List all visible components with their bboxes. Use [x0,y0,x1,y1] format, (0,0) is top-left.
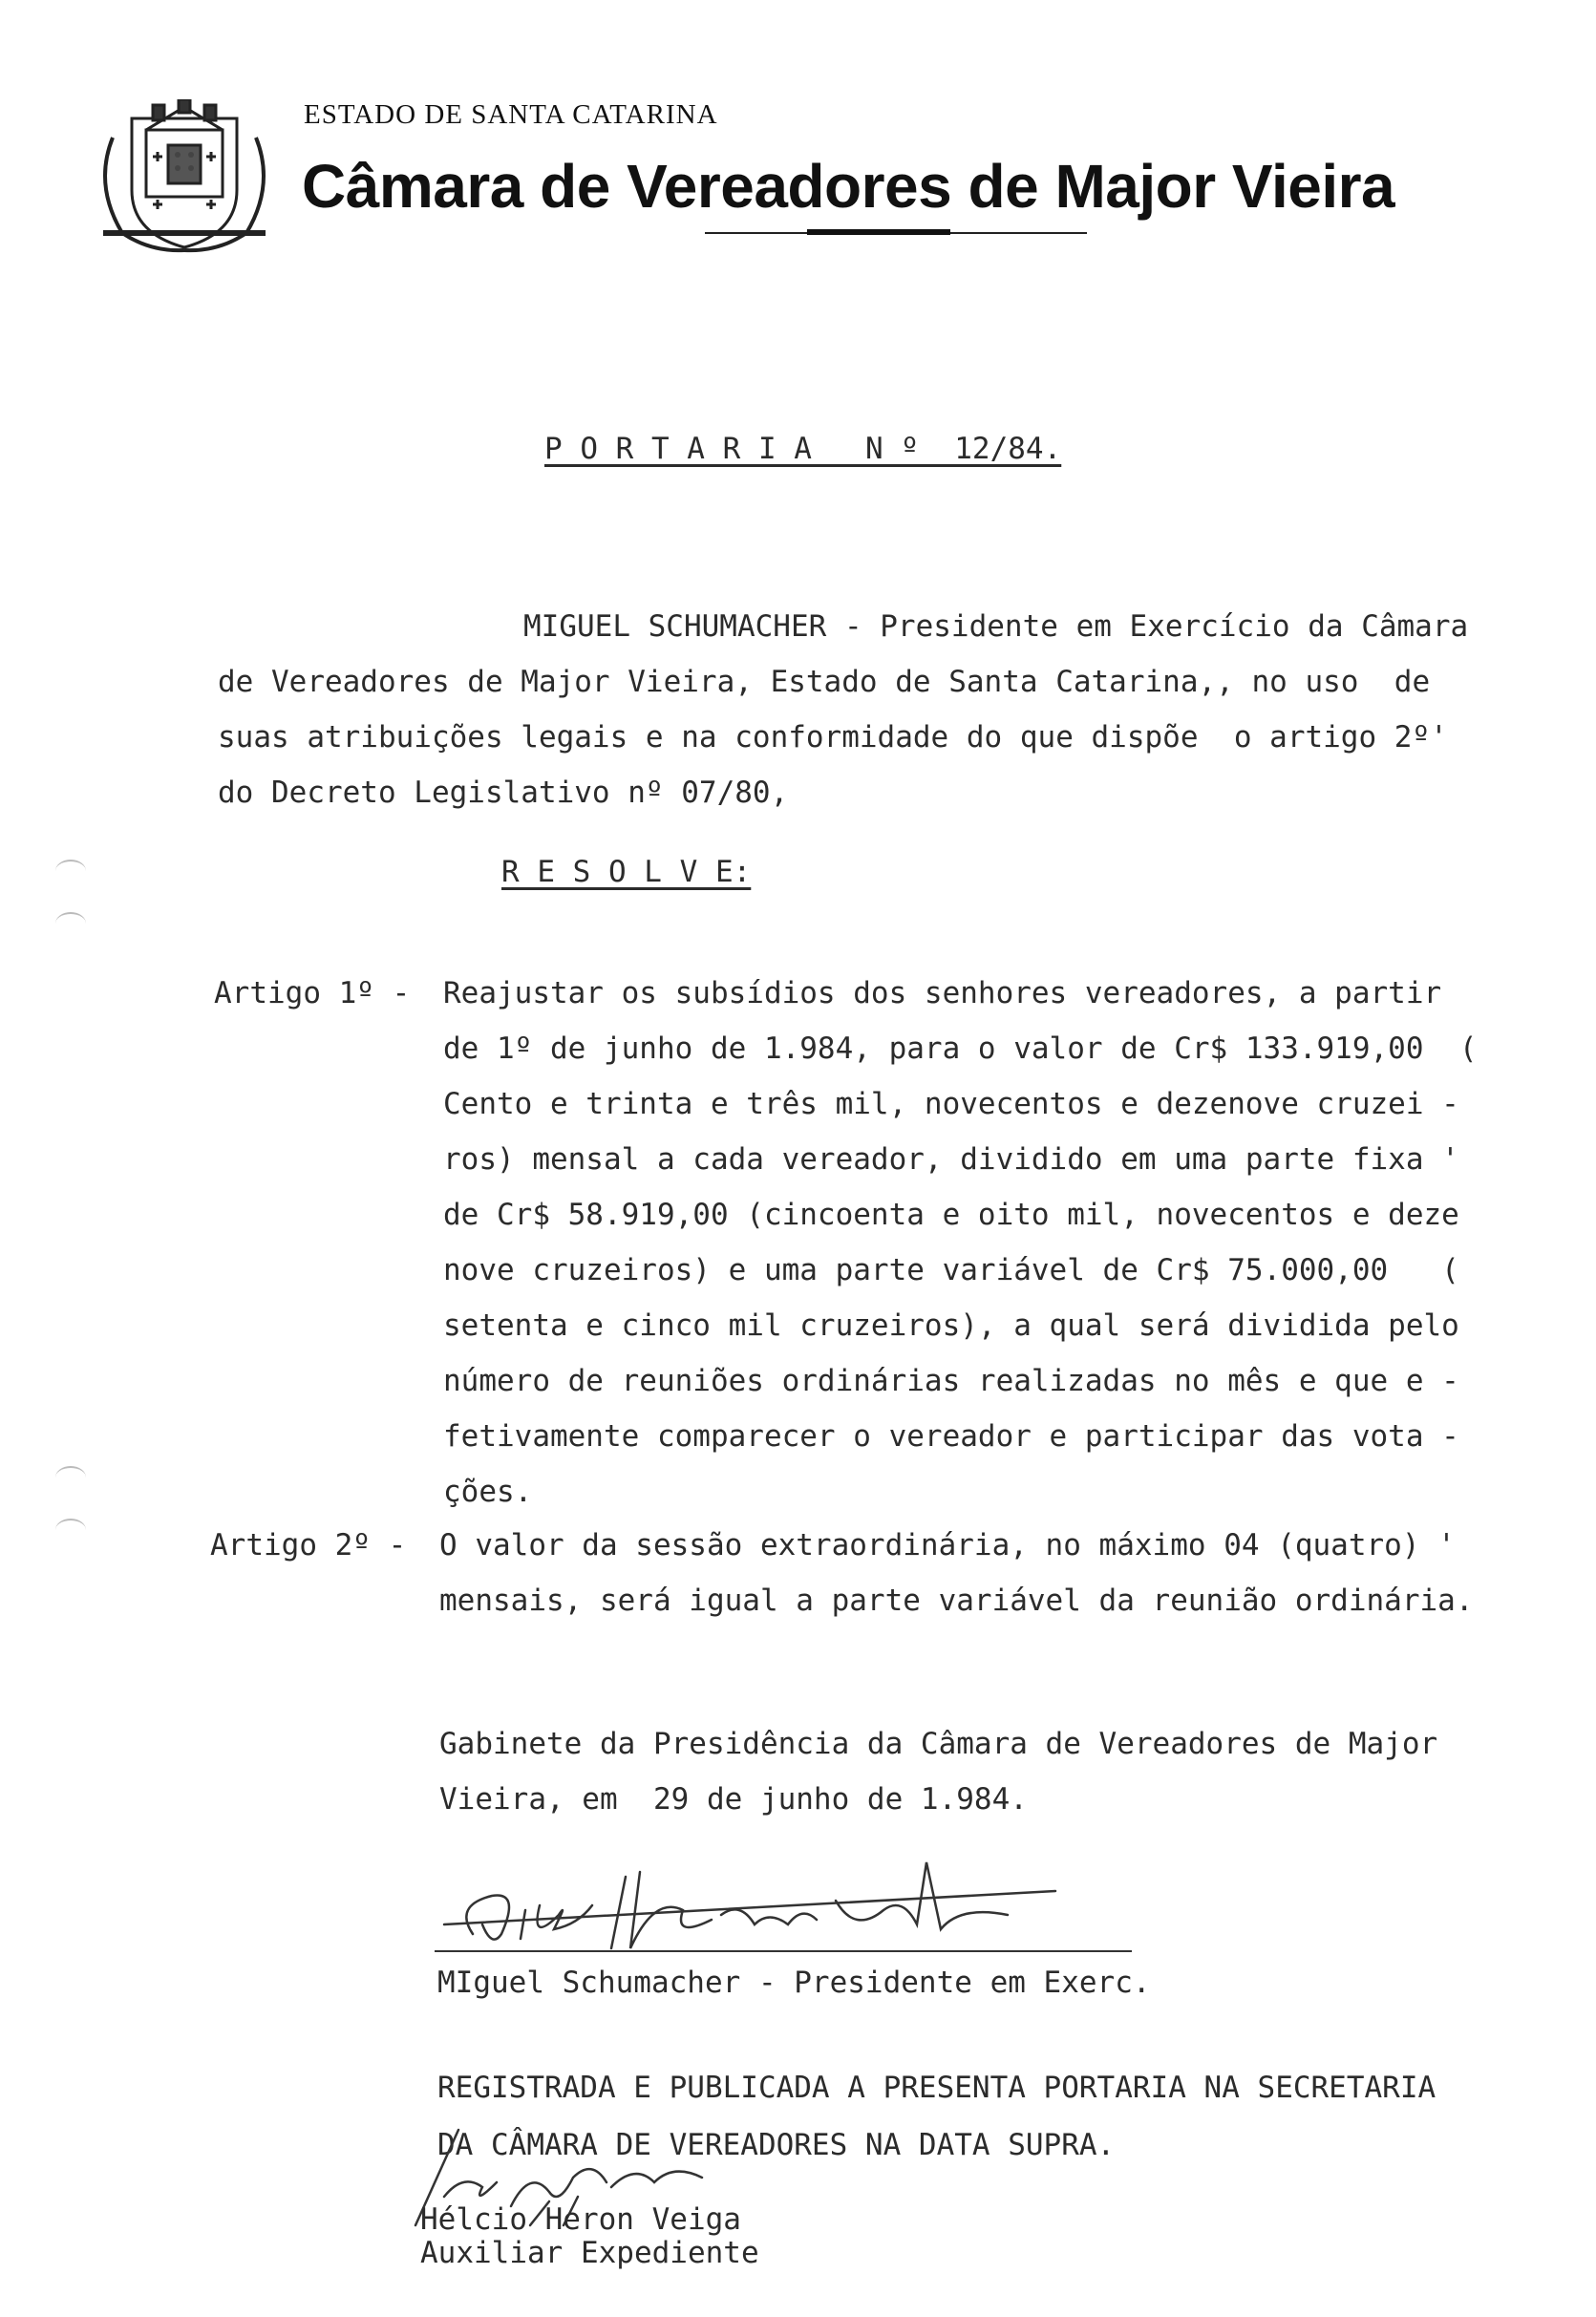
preamble-line: do Decreto Legislativo nº 07/80, [218,776,789,810]
preamble-line: suas atribuições legais e na conformidade do que dispõe o artigo 2º' [218,720,1448,755]
president-name: MIguel Schumacher - Presidente em Exerc. [437,1966,1151,2000]
binder-hole-mark [55,1466,86,1489]
preamble-line: de Vereadores de Major Vieira, Estado de Santa Catarina,, no uso de [218,665,1431,699]
artigo-1-line: número de reuniões ordinárias realizadas no mês e que e - [443,1364,1459,1398]
artigo-1-line: Reajustar os subsídios dos senhores vereadores, a partir [443,976,1442,1010]
artigo-2-line: O valor da sessão extraordinária, no máximo 04 (quatro) ' [439,1528,1456,1562]
registration-line: REGISTRADA E PUBLICADA A PRESENTA PORTARIA NA SECRETARIA [437,2071,1436,2105]
registration-line: DA CÂMARA DE VEREADORES NA DATA SUPRA. [437,2128,1116,2162]
binder-hole-mark [55,1519,86,1541]
preamble-line: MIGUEL SCHUMACHER - Presidente em Exercício da Câmara [523,609,1469,644]
artigo-2-line: mensais, será igual a parte variável da reunião ordinária. [439,1584,1474,1618]
artigo-1-line: nove cruzeiros) e uma parte variável de Cr$ 75.000,00 ( [443,1253,1459,1287]
document-title: P O R T A R I A N º 12/84. [544,432,1062,466]
auxiliar-role: Auxiliar Expediente [420,2236,759,2270]
artigo-1-line: setenta e cinco mil cruzeiros), a qual será dividida pelo [443,1308,1459,1343]
closing-line: Vieira, em 29 de junho de 1.984. [439,1782,1028,1817]
artigo-2-label: Artigo 2º - [210,1528,424,1562]
chamber-name: Câmara de Vereadores de Major Vieira [302,152,1395,221]
auxiliar-name: Hélcio Heron Veiga [420,2202,741,2237]
coat-of-arms-icon [94,99,275,254]
closing-line: Gabinete da Presidência da Câmara de Vereadores de Major [439,1727,1438,1761]
signature-president-icon [435,1858,1141,1963]
header-rule-accent [807,229,950,235]
artigo-1-line: Cento e trinta e três mil, novecentos e dezenove cruzei - [443,1087,1459,1121]
artigo-1-line: ções. [443,1475,533,1509]
artigo-1-line: de Cr$ 58.919,00 (cincoenta e oito mil, novecentos e deze [443,1198,1459,1232]
binder-hole-mark [55,860,86,882]
artigo-1-line: ros) mensal a cada vereador, dividido em uma parte fixa ' [443,1142,1459,1177]
artigo-1-label: Artigo 1º - [214,976,428,1010]
artigo-1-line: fetivamente comparecer o vereador e participar das vota - [443,1419,1459,1454]
artigo-1-line: de 1º de junho de 1.984, para o valor de Cr$ 133.919,00 ( [443,1031,1478,1066]
state-name: ESTADO DE SANTA CATARINA [304,99,718,130]
binder-hole-mark [55,912,86,935]
resolve-heading: R E S O L V E: [501,855,752,889]
